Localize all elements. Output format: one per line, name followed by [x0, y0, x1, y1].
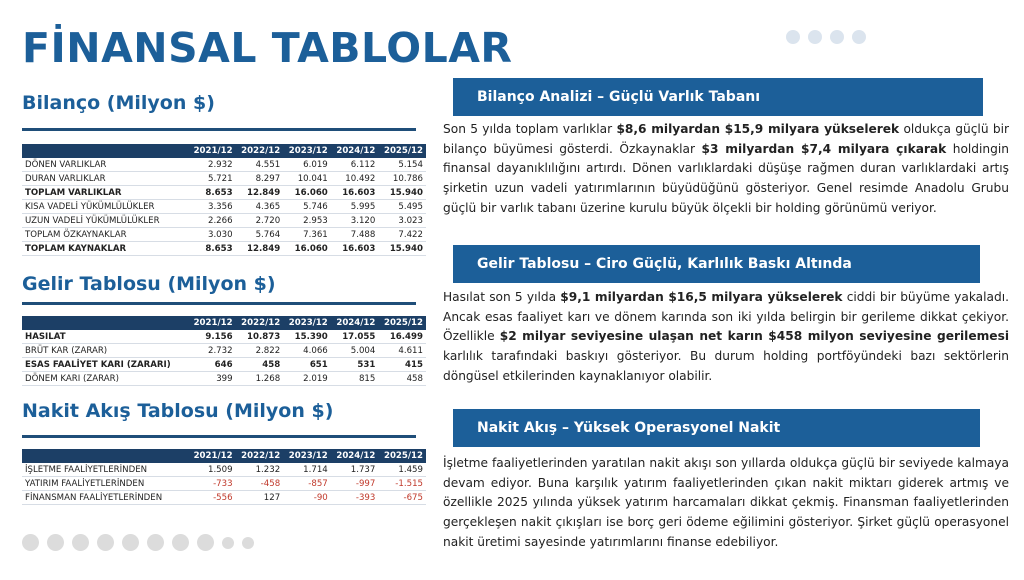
cell-value: -1.515 [378, 477, 426, 491]
cell-value: 1.737 [331, 463, 379, 477]
cell-value: 646 [188, 358, 236, 372]
decorative-dots-top [786, 30, 866, 44]
table-header-row [22, 316, 426, 330]
balance-analysis-heading: Bilanço Analizi – Güçlü Varlık Tabanı [453, 78, 983, 116]
cell-value: 1.232 [236, 463, 284, 477]
balance-title: Bilanço (Milyon $) [22, 92, 215, 114]
header-blank [22, 449, 188, 463]
income-table [22, 316, 426, 386]
cell-value: 6.019 [283, 158, 331, 172]
year-header: 2025/12 [378, 449, 426, 463]
cell-value: 5.995 [331, 200, 379, 214]
cell-value: -733 [188, 477, 236, 491]
table-row [22, 344, 426, 358]
cell-value: 5.154 [378, 158, 426, 172]
cell-value: 8.297 [236, 172, 284, 186]
cell-value: 127 [236, 491, 284, 505]
cell-value: 2.019 [283, 372, 331, 386]
body-text: Son 5 yılda toplam varlıklar [443, 122, 617, 136]
balance-analysis-text [443, 120, 1009, 219]
cell-value: 10.873 [236, 330, 284, 344]
year-header: 2023/12 [283, 144, 331, 158]
cell-value: 7.422 [378, 228, 426, 242]
cell-value: 4.066 [283, 344, 331, 358]
body-text: karlılık tarafındaki baskıyı gösteriyor. Bu durum holding portföyündeki bazı sektörlerin döngüsel etkilerinden kaynaklanıyor olabilir. [443, 349, 1009, 383]
cell-value: -857 [283, 477, 331, 491]
cell-value: 2.732 [188, 344, 236, 358]
cashflow-divider [22, 435, 416, 438]
cell-value: 16.499 [378, 330, 426, 344]
row-label: FİNANSMAN FAALİYETLERİNDEN [22, 491, 188, 505]
income-divider [22, 302, 416, 305]
cell-value: 16.603 [331, 186, 379, 200]
row-label: TOPLAM ÖZKAYNAKLAR [22, 228, 188, 242]
cell-value: 3.030 [188, 228, 236, 242]
body-text: oldukça güçlü bir bilanço büyümesi gösterdi. Özkaynaklar [443, 122, 1009, 156]
cell-value: 8.653 [188, 186, 236, 200]
row-label: YATIRIM FAALİYETLERİNDEN [22, 477, 188, 491]
table-row [22, 372, 426, 386]
cell-value: 3.120 [331, 214, 379, 228]
table-row [22, 463, 426, 477]
cell-value: 5.721 [188, 172, 236, 186]
cell-value: 1.268 [236, 372, 284, 386]
balance-divider [22, 128, 416, 131]
balance-table [22, 144, 426, 256]
cell-value: 12.849 [236, 242, 284, 256]
row-label: İŞLETME FAALİYETLERİNDEN [22, 463, 188, 477]
header-blank [22, 316, 188, 330]
year-header: 2025/12 [378, 144, 426, 158]
cell-value: 15.940 [378, 242, 426, 256]
cell-value: -675 [378, 491, 426, 505]
table-row [22, 242, 426, 256]
table-row [22, 330, 426, 344]
cell-value: 415 [378, 358, 426, 372]
cell-value: 17.055 [331, 330, 379, 344]
cashflow-analysis-heading: Nakit Akış – Yüksek Operasyonel Nakit [453, 409, 980, 447]
cell-value: -458 [236, 477, 284, 491]
year-header: 2024/12 [331, 144, 379, 158]
year-header: 2021/12 [188, 316, 236, 330]
table-row [22, 172, 426, 186]
cell-value: 12.849 [236, 186, 284, 200]
cell-value: 6.112 [331, 158, 379, 172]
year-header: 2021/12 [188, 449, 236, 463]
cell-value: 2.266 [188, 214, 236, 228]
body-text: holdingin finansal dayanıklılığını artırdı. Dönen varlıklardaki düşüşe rağmen duran varlıklardaki artış şirketin uzun vadeli yatırımlarının büyüdüğünü gösteriyor. Genel resimde Anadolu Grubu güçlü bir varlık tabanı üzerine kurulu büyük ölçekli bir holding görünümü veriyor. [443, 141, 1009, 215]
cell-value: 651 [283, 358, 331, 372]
body-text: Hasılat son 5 yılda [443, 290, 561, 304]
table-header-row [22, 144, 426, 158]
cell-value: 815 [331, 372, 379, 386]
cashflow-table [22, 449, 426, 505]
cashflow-title: Nakit Akış Tablosu (Milyon $) [22, 400, 334, 422]
income-analysis-heading: Gelir Tablosu – Ciro Güçlü, Karlılık Baskı Altında [453, 245, 980, 283]
cell-value: 10.786 [378, 172, 426, 186]
body-text: İşletme faaliyetlerinden yaratılan nakit akışı son yıllarda oldukça güçlü bir seviyede kalmaya devam ediyor. Buna karşılık yatırım faaliyetlerinden çıkan nakit miktarı giderek artmış ve özellikle 2025 yılında yüksek yatırım harcamaları dikkat çekmiş. Finansman faaliyetlerinden gerçekleşen nakit çıkışları ise borç geri ödeme eğilimini gösteriyor. Şirket güçlü operasyonel nakit üretimi sayesinde yatırımlarını finanse edebiliyor. [443, 456, 1009, 549]
cell-value: 458 [236, 358, 284, 372]
table-header-row [22, 449, 426, 463]
cell-value: 1.714 [283, 463, 331, 477]
cell-value: -90 [283, 491, 331, 505]
highlight-text: $2 milyar seviyesine ulaşan net karın $458 milyon seviyesine gerilemesi [499, 329, 1009, 344]
cell-value: 2.822 [236, 344, 284, 358]
cell-value: 531 [331, 358, 379, 372]
header-blank [22, 144, 188, 158]
cell-value: 399 [188, 372, 236, 386]
cell-value: 5.495 [378, 200, 426, 214]
year-header: 2024/12 [331, 316, 379, 330]
cell-value: 5.764 [236, 228, 284, 242]
cell-value: -393 [331, 491, 379, 505]
cashflow-analysis-text [443, 454, 1009, 553]
row-label: DÖNEN VARLIKLAR [22, 158, 188, 172]
cell-value: 15.390 [283, 330, 331, 344]
table-row [22, 477, 426, 491]
cell-value: 4.611 [378, 344, 426, 358]
row-label: TOPLAM VARLIKLAR [22, 186, 188, 200]
table-row [22, 491, 426, 505]
cell-value: 3.356 [188, 200, 236, 214]
cell-value: 10.492 [331, 172, 379, 186]
highlight-text: $8,6 milyardan $15,9 milyara yükselerek [616, 122, 900, 136]
year-header: 2023/12 [283, 449, 331, 463]
row-label: DURAN VARLIKLAR [22, 172, 188, 186]
table-row [22, 200, 426, 214]
row-label: KISA VADELİ YÜKÜMLÜLÜKLER [22, 200, 188, 214]
cell-value: 4.365 [236, 200, 284, 214]
cell-value: 7.361 [283, 228, 331, 242]
row-label: TOPLAM KAYNAKLAR [22, 242, 188, 256]
cell-value: 2.953 [283, 214, 331, 228]
cell-value: 5.746 [283, 200, 331, 214]
cell-value: 16.603 [331, 242, 379, 256]
income-title: Gelir Tablosu (Milyon $) [22, 273, 276, 295]
cell-value: 2.932 [188, 158, 236, 172]
body-text: ciddi bir büyüme yakaladı. Ancak esas faaliyet karı ve dönem karında son iki yılda belirgin bir gerileme dikkat çekiyor. Özellikle [443, 290, 1009, 344]
year-header: 2023/12 [283, 316, 331, 330]
cell-value: 3.023 [378, 214, 426, 228]
cell-value: -997 [331, 477, 379, 491]
year-header: 2025/12 [378, 316, 426, 330]
cell-value: 15.940 [378, 186, 426, 200]
year-header: 2022/12 [236, 316, 284, 330]
year-header: 2021/12 [188, 144, 236, 158]
cell-value: 5.004 [331, 344, 379, 358]
highlight-text: $3 milyardan $7,4 milyara çıkarak [701, 141, 947, 156]
cell-value: 4.551 [236, 158, 284, 172]
table-row [22, 214, 426, 228]
cell-value: 16.060 [283, 186, 331, 200]
page-title: FİNANSAL TABLOLAR [22, 24, 513, 72]
decorative-dots-bottom [22, 534, 254, 551]
year-header: 2022/12 [236, 144, 284, 158]
year-header: 2022/12 [236, 449, 284, 463]
table-row [22, 228, 426, 242]
highlight-text: $9,1 milyardan $16,5 milyara yükselerek [560, 290, 843, 304]
cell-value: 1.459 [378, 463, 426, 477]
row-label: ESAS FAALİYET KARI (ZARARI) [22, 358, 188, 372]
cell-value: 1.509 [188, 463, 236, 477]
row-label: DÖNEM KARI (ZARAR) [22, 372, 188, 386]
cell-value: 2.720 [236, 214, 284, 228]
table-row [22, 158, 426, 172]
cell-value: 9.156 [188, 330, 236, 344]
row-label: HASILAT [22, 330, 188, 344]
cell-value: -556 [188, 491, 236, 505]
income-analysis-text [443, 288, 1009, 387]
cell-value: 458 [378, 372, 426, 386]
row-label: UZUN VADELİ YÜKÜMLÜLÜKLER [22, 214, 188, 228]
cell-value: 7.488 [331, 228, 379, 242]
cell-value: 8.653 [188, 242, 236, 256]
table-row [22, 358, 426, 372]
table-row [22, 186, 426, 200]
row-label: BRÜT KAR (ZARAR) [22, 344, 188, 358]
year-header: 2024/12 [331, 449, 379, 463]
cell-value: 16.060 [283, 242, 331, 256]
cell-value: 10.041 [283, 172, 331, 186]
